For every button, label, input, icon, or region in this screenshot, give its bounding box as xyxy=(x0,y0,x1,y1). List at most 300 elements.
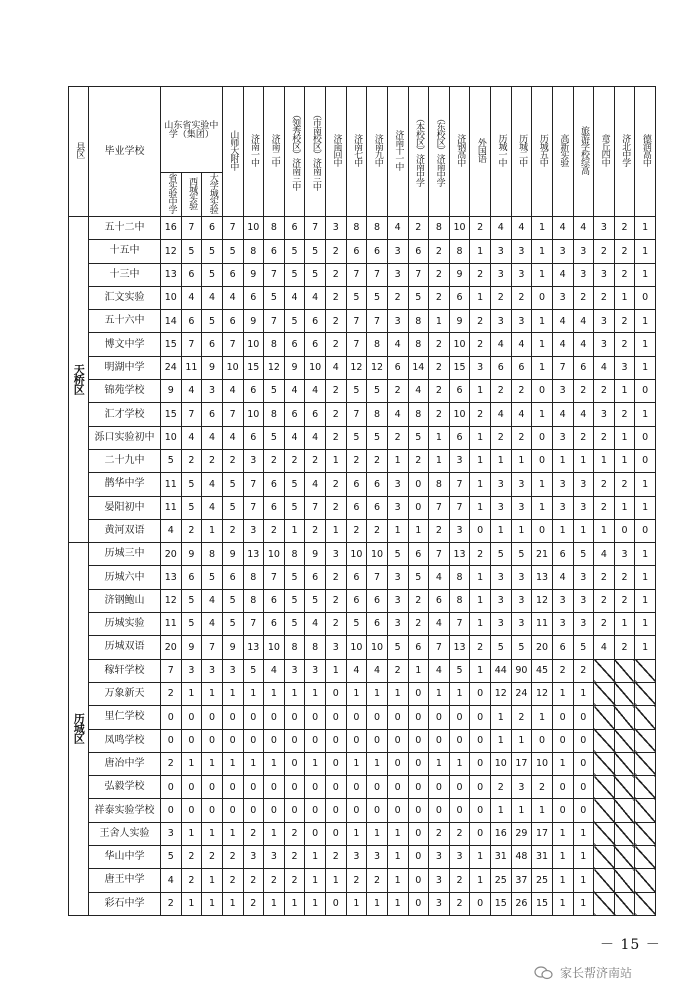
value-cell: 7 xyxy=(367,310,388,333)
school-name: 汇文实验 xyxy=(89,286,161,309)
value-cell: 5 xyxy=(449,659,470,682)
value-cell xyxy=(614,776,635,799)
value-cell: 6 xyxy=(202,403,223,426)
value-cell: 6 xyxy=(408,240,429,263)
value-cell: 4 xyxy=(511,333,532,356)
value-cell: 2 xyxy=(326,263,347,286)
value-cell: 2 xyxy=(532,776,553,799)
value-cell: 2 xyxy=(326,566,347,589)
value-cell: 2 xyxy=(222,519,243,542)
value-cell: 7 xyxy=(222,403,243,426)
value-cell xyxy=(594,869,615,892)
value-cell: 0 xyxy=(470,776,491,799)
value-cell: 1 xyxy=(491,799,512,822)
value-cell: 2 xyxy=(449,892,470,915)
value-cell xyxy=(594,846,615,869)
value-cell: 11 xyxy=(161,613,182,636)
value-cell: 1 xyxy=(470,496,491,519)
column-header: 济南一中 xyxy=(249,134,260,166)
value-cell: 1 xyxy=(387,682,408,705)
value-cell: 3 xyxy=(552,426,573,449)
value-cell: 6 xyxy=(367,589,388,612)
value-cell: 2 xyxy=(346,449,367,472)
value-cell: 0 xyxy=(387,799,408,822)
table-row xyxy=(69,519,656,542)
value-cell: 2 xyxy=(594,286,615,309)
column-header-cell xyxy=(573,87,594,217)
value-cell: 3 xyxy=(387,263,408,286)
table-row xyxy=(69,729,656,752)
value-cell: 3 xyxy=(573,263,594,286)
value-cell: 4 xyxy=(284,380,305,403)
value-cell: 5 xyxy=(181,613,202,636)
value-cell: 1 xyxy=(181,752,202,775)
value-cell xyxy=(614,752,635,775)
table-header xyxy=(69,87,656,217)
value-cell: 1 xyxy=(614,449,635,472)
value-cell: 2 xyxy=(594,566,615,589)
value-cell: 1 xyxy=(552,449,573,472)
value-cell: 2 xyxy=(429,519,450,542)
value-cell: 1 xyxy=(346,892,367,915)
value-cell: 6 xyxy=(449,286,470,309)
value-cell: 7 xyxy=(367,263,388,286)
value-cell: 1 xyxy=(202,519,223,542)
value-cell: 4 xyxy=(305,286,326,309)
value-cell: 7 xyxy=(367,566,388,589)
value-cell: 2 xyxy=(161,682,182,705)
value-cell: 9 xyxy=(243,310,264,333)
column-header-cell xyxy=(305,87,326,217)
value-cell: 0 xyxy=(387,752,408,775)
value-cell xyxy=(614,892,635,915)
value-cell: 0 xyxy=(408,682,429,705)
value-cell: 5 xyxy=(202,263,223,286)
value-cell: 6 xyxy=(305,310,326,333)
value-cell: 0 xyxy=(408,776,429,799)
column-header-cell xyxy=(594,87,615,217)
value-cell xyxy=(635,752,656,775)
value-cell: 29 xyxy=(511,822,532,845)
value-cell: 4 xyxy=(408,380,429,403)
column-header: 旅游学校综高 xyxy=(579,126,590,174)
value-cell: 2 xyxy=(594,589,615,612)
value-cell: 2 xyxy=(367,869,388,892)
column-header: 济北中学 xyxy=(620,134,631,166)
table-row xyxy=(69,846,656,869)
value-cell xyxy=(594,659,615,682)
value-cell: 1 xyxy=(532,356,553,379)
value-cell: 6 xyxy=(367,613,388,636)
school-name: 明湖中学 xyxy=(89,356,161,379)
value-cell: 9 xyxy=(305,543,326,566)
value-cell: 2 xyxy=(346,519,367,542)
value-cell: 6 xyxy=(449,380,470,403)
table-row xyxy=(69,356,656,379)
value-cell: 1 xyxy=(532,217,553,240)
value-cell: 31 xyxy=(532,846,553,869)
value-cell: 2 xyxy=(429,240,450,263)
value-cell: 0 xyxy=(264,799,285,822)
column-header-cell xyxy=(387,87,408,217)
value-cell: 10 xyxy=(264,636,285,659)
watermark-footer xyxy=(534,964,632,981)
value-cell xyxy=(614,729,635,752)
value-cell: 3 xyxy=(491,613,512,636)
value-cell: 10 xyxy=(161,426,182,449)
value-cell: 5 xyxy=(264,380,285,403)
value-cell: 5 xyxy=(264,426,285,449)
value-cell: 20 xyxy=(532,636,553,659)
value-cell: 2 xyxy=(594,426,615,449)
value-cell: 1 xyxy=(635,240,656,263)
column-header: （市南校区）济南三中 xyxy=(310,110,321,190)
value-cell: 6 xyxy=(222,263,243,286)
value-cell: 4 xyxy=(181,286,202,309)
value-cell: 2 xyxy=(243,892,264,915)
value-cell: 2 xyxy=(408,217,429,240)
value-cell: 0 xyxy=(326,822,347,845)
value-cell: 10 xyxy=(346,636,367,659)
value-cell: 1 xyxy=(264,892,285,915)
value-cell: 3 xyxy=(511,566,532,589)
value-cell: 2 xyxy=(284,822,305,845)
value-cell: 1 xyxy=(573,846,594,869)
value-cell: 1 xyxy=(470,286,491,309)
value-cell: 13 xyxy=(449,636,470,659)
value-cell: 6 xyxy=(202,333,223,356)
column-header-cell xyxy=(470,87,491,217)
value-cell: 8 xyxy=(243,240,264,263)
value-cell: 0 xyxy=(346,729,367,752)
value-cell: 4 xyxy=(552,217,573,240)
value-cell: 11 xyxy=(161,496,182,519)
value-cell: 7 xyxy=(181,403,202,426)
value-cell: 2 xyxy=(594,380,615,403)
school-name: 锦苑学校 xyxy=(89,380,161,403)
value-cell: 3 xyxy=(594,310,615,333)
value-cell: 1 xyxy=(264,682,285,705)
column-header: 历城一中 xyxy=(496,134,507,166)
value-cell: 3 xyxy=(573,589,594,612)
value-cell: 0 xyxy=(305,799,326,822)
value-cell: 1 xyxy=(635,613,656,636)
value-cell: 2 xyxy=(614,310,635,333)
table-row xyxy=(69,706,656,729)
value-cell: 11 xyxy=(181,356,202,379)
value-cell: 2 xyxy=(264,449,285,472)
value-cell: 4 xyxy=(573,403,594,426)
value-cell: 6 xyxy=(264,496,285,519)
value-cell: 1 xyxy=(243,752,264,775)
table-row xyxy=(69,566,656,589)
value-cell: 2 xyxy=(284,869,305,892)
value-cell: 44 xyxy=(491,659,512,682)
value-cell: 12 xyxy=(491,682,512,705)
column-header: 济南二中 xyxy=(269,134,280,166)
value-cell: 3 xyxy=(491,566,512,589)
value-cell: 6 xyxy=(305,403,326,426)
value-cell: 3 xyxy=(511,263,532,286)
value-cell: 10 xyxy=(491,752,512,775)
value-cell: 1 xyxy=(511,799,532,822)
value-cell: 0 xyxy=(470,892,491,915)
value-cell: 4 xyxy=(202,496,223,519)
value-cell: 4 xyxy=(491,403,512,426)
value-cell: 2 xyxy=(470,636,491,659)
value-cell: 2 xyxy=(552,659,573,682)
value-cell: 10 xyxy=(264,543,285,566)
value-cell: 6 xyxy=(243,426,264,449)
value-cell: 5 xyxy=(367,380,388,403)
value-cell: 0 xyxy=(367,776,388,799)
value-cell: 1 xyxy=(532,496,553,519)
value-cell: 12 xyxy=(161,589,182,612)
value-cell: 9 xyxy=(222,636,243,659)
value-cell: 1 xyxy=(367,822,388,845)
value-cell: 4 xyxy=(264,659,285,682)
value-cell: 0 xyxy=(222,729,243,752)
value-cell: 1 xyxy=(429,752,450,775)
value-cell: 1 xyxy=(449,752,470,775)
value-cell: 2 xyxy=(181,846,202,869)
column-header: 济南七中 xyxy=(352,134,363,166)
value-cell: 8 xyxy=(202,543,223,566)
value-cell: 3 xyxy=(552,613,573,636)
value-cell: 3 xyxy=(470,356,491,379)
value-cell: 0 xyxy=(429,776,450,799)
value-cell: 1 xyxy=(449,682,470,705)
value-cell: 1 xyxy=(222,892,243,915)
value-cell: 4 xyxy=(367,659,388,682)
value-cell: 1 xyxy=(573,869,594,892)
value-cell xyxy=(614,822,635,845)
value-cell: 1 xyxy=(594,519,615,542)
value-cell: 3 xyxy=(243,519,264,542)
value-cell: 2 xyxy=(264,519,285,542)
column-header-cell xyxy=(202,173,223,217)
value-cell: 4 xyxy=(594,636,615,659)
district-cell xyxy=(69,543,89,916)
value-cell: 5 xyxy=(284,263,305,286)
value-cell: 2 xyxy=(326,333,347,356)
value-cell: 4 xyxy=(181,426,202,449)
value-cell: 2 xyxy=(326,496,347,519)
value-cell: 1 xyxy=(552,869,573,892)
value-cell: 6 xyxy=(202,217,223,240)
value-cell: 6 xyxy=(367,240,388,263)
value-cell: 0 xyxy=(346,706,367,729)
value-cell: 8 xyxy=(243,566,264,589)
value-cell: 10 xyxy=(532,752,553,775)
value-cell: 5 xyxy=(346,426,367,449)
value-cell: 3 xyxy=(491,496,512,519)
column-header-cell xyxy=(532,87,553,217)
value-cell: 1 xyxy=(470,449,491,472)
value-cell: 5 xyxy=(243,659,264,682)
value-cell: 0 xyxy=(552,776,573,799)
value-cell: 1 xyxy=(470,589,491,612)
value-cell: 1 xyxy=(552,892,573,915)
value-cell: 5 xyxy=(284,566,305,589)
value-cell: 1 xyxy=(202,892,223,915)
value-cell: 1 xyxy=(326,659,347,682)
value-cell: 4 xyxy=(202,426,223,449)
value-cell: 0 xyxy=(222,799,243,822)
value-cell: 1 xyxy=(470,613,491,636)
value-cell: 0 xyxy=(346,799,367,822)
value-cell xyxy=(594,706,615,729)
value-cell: 2 xyxy=(573,659,594,682)
value-cell: 0 xyxy=(387,706,408,729)
value-cell: 1 xyxy=(511,519,532,542)
value-cell: 48 xyxy=(511,846,532,869)
value-cell: 6 xyxy=(284,217,305,240)
value-cell: 2 xyxy=(387,659,408,682)
value-cell: 2 xyxy=(511,426,532,449)
column-header: 济南九中 xyxy=(372,134,383,166)
value-cell: 4 xyxy=(222,426,243,449)
value-cell: 5 xyxy=(181,589,202,612)
district-name: 历城区 xyxy=(72,713,86,744)
value-cell: 5 xyxy=(222,240,243,263)
value-cell: 5 xyxy=(367,286,388,309)
value-cell: 2 xyxy=(181,869,202,892)
value-cell: 2 xyxy=(243,822,264,845)
value-cell: 0 xyxy=(367,729,388,752)
value-cell: 1 xyxy=(243,682,264,705)
value-cell: 14 xyxy=(408,356,429,379)
value-cell xyxy=(614,869,635,892)
value-cell: 6 xyxy=(367,496,388,519)
value-cell: 8 xyxy=(367,217,388,240)
value-cell: 2 xyxy=(326,286,347,309)
value-cell xyxy=(635,706,656,729)
value-cell xyxy=(635,799,656,822)
value-cell: 4 xyxy=(222,286,243,309)
value-cell: 2 xyxy=(491,426,512,449)
value-cell: 9 xyxy=(449,263,470,286)
value-cell: 1 xyxy=(429,426,450,449)
school-name: 王舍人实验 xyxy=(89,822,161,845)
value-cell: 2 xyxy=(326,426,347,449)
value-cell: 8 xyxy=(243,589,264,612)
value-cell: 0 xyxy=(387,776,408,799)
table-row xyxy=(69,822,656,845)
value-cell: 1 xyxy=(387,822,408,845)
school-name: 历城六中 xyxy=(89,566,161,589)
value-cell: 0 xyxy=(243,776,264,799)
school-name: 唐冶中学 xyxy=(89,752,161,775)
value-cell: 1 xyxy=(305,682,326,705)
value-cell: 4 xyxy=(181,380,202,403)
value-cell: 24 xyxy=(161,356,182,379)
value-cell: 7 xyxy=(264,566,285,589)
value-cell: 3 xyxy=(284,659,305,682)
value-cell: 10 xyxy=(222,356,243,379)
value-cell: 8 xyxy=(449,566,470,589)
value-cell: 6 xyxy=(284,403,305,426)
value-cell: 9 xyxy=(202,356,223,379)
table-row xyxy=(69,589,656,612)
value-cell: 5 xyxy=(284,589,305,612)
value-cell: 1 xyxy=(491,706,512,729)
value-cell: 6 xyxy=(264,589,285,612)
value-cell: 0 xyxy=(181,799,202,822)
value-cell: 5 xyxy=(305,263,326,286)
table-row xyxy=(69,240,656,263)
value-cell: 0 xyxy=(181,729,202,752)
value-cell: 5 xyxy=(284,473,305,496)
value-cell: 3 xyxy=(511,473,532,496)
value-cell: 4 xyxy=(573,333,594,356)
value-cell: 0 xyxy=(284,706,305,729)
value-cell: 4 xyxy=(222,380,243,403)
value-cell: 3 xyxy=(202,380,223,403)
value-cell: 6 xyxy=(346,473,367,496)
value-cell: 0 xyxy=(161,776,182,799)
value-cell: 2 xyxy=(429,263,450,286)
value-cell: 10 xyxy=(161,286,182,309)
value-cell: 2 xyxy=(470,543,491,566)
school-header-cell xyxy=(89,87,161,217)
value-cell: 0 xyxy=(532,286,553,309)
value-cell: 1 xyxy=(635,566,656,589)
value-cell: 0 xyxy=(387,729,408,752)
value-cell: 0 xyxy=(429,799,450,822)
value-cell: 6 xyxy=(573,356,594,379)
value-cell: 3 xyxy=(181,659,202,682)
value-cell: 3 xyxy=(326,636,347,659)
value-cell: 2 xyxy=(449,869,470,892)
value-cell: 2 xyxy=(429,403,450,426)
value-cell: 1 xyxy=(202,869,223,892)
table-row xyxy=(69,496,656,519)
value-cell: 3 xyxy=(387,496,408,519)
value-cell xyxy=(635,659,656,682)
value-cell: 1 xyxy=(635,310,656,333)
column-header: 德润高中 xyxy=(640,134,651,166)
value-cell: 2 xyxy=(284,449,305,472)
column-header: 济南回中 xyxy=(331,134,342,166)
value-cell: 3 xyxy=(552,240,573,263)
value-cell xyxy=(635,729,656,752)
value-cell: 3 xyxy=(243,449,264,472)
value-cell: 0 xyxy=(470,752,491,775)
value-cell: 3 xyxy=(594,333,615,356)
value-cell: 3 xyxy=(614,356,635,379)
value-cell: 8 xyxy=(305,636,326,659)
value-cell: 6 xyxy=(305,333,326,356)
value-cell: 7 xyxy=(264,310,285,333)
value-cell: 8 xyxy=(408,403,429,426)
table-row xyxy=(69,473,656,496)
value-cell: 7 xyxy=(243,613,264,636)
value-cell: 1 xyxy=(305,752,326,775)
column-header-cell xyxy=(408,87,429,217)
column-header: 山师大附中 xyxy=(228,130,239,170)
value-cell: 9 xyxy=(161,380,182,403)
value-cell: 4 xyxy=(552,403,573,426)
value-cell: 6 xyxy=(387,356,408,379)
value-cell: 7 xyxy=(449,473,470,496)
value-cell: 5 xyxy=(284,613,305,636)
value-cell: 2 xyxy=(181,519,202,542)
value-cell: 1 xyxy=(552,822,573,845)
value-cell: 1 xyxy=(284,892,305,915)
table-row xyxy=(69,752,656,775)
table-row xyxy=(69,543,656,566)
